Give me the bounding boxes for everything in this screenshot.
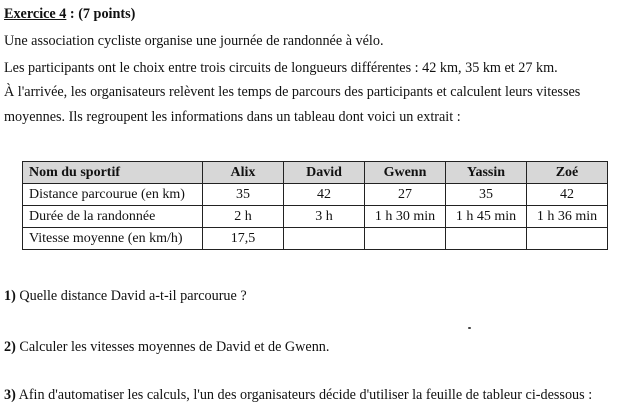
table-row [23, 228, 608, 250]
intro-line-1: Une association cycliste organise une journée de randonnée à vélo. [4, 33, 384, 49]
table-cell: 3 h [284, 206, 365, 228]
intro-line-3: À l'arrivée, les organisateurs relèvent les temps de parcours des participants et calculent leurs vitesses [4, 84, 581, 100]
question-text: Afin d'automatiser les calculs, l'un des organisateurs décide d'utiliser la feuille de tableur ci-dessous : [15, 387, 593, 403]
table-header-cell: David [284, 162, 365, 184]
table-header-cell: Yassin [446, 162, 527, 184]
table-cell: 1 h 45 min [446, 206, 527, 228]
row-label: Vitesse moyenne (en km/h) [23, 228, 203, 250]
row-label: Durée de la randonnée [23, 206, 203, 228]
exercise-title: Exercice 4 [4, 6, 67, 22]
cyclist-table [22, 161, 608, 250]
question-text: Calculer les vitesses moyennes de David et de Gwenn. [15, 339, 330, 355]
question-text: Quelle distance David a-t-il parcourue ? [15, 288, 247, 304]
table-row [23, 206, 608, 228]
table-cell: 2 h [203, 206, 284, 228]
table-header-cell: Alix [203, 162, 284, 184]
intro-line-2: Les participants ont le choix entre trois circuits de longueurs différentes : 42 km, 35 km et 27 km. [4, 60, 558, 76]
question-number: 2) [4, 339, 16, 355]
table-cell: 42 [527, 184, 608, 206]
question-3 [4, 387, 592, 403]
question-1 [4, 288, 247, 304]
table-header-cell: Nom du sportif [23, 162, 203, 184]
question-number: 1) [4, 288, 16, 304]
table-cell: 42 [284, 184, 365, 206]
exercise-points: : (7 points) [66, 6, 136, 22]
row-label: Distance parcourue (en km) [23, 184, 203, 206]
question-2 [4, 339, 329, 355]
table-cell [446, 228, 527, 250]
table-cell [284, 228, 365, 250]
exercise-heading [4, 6, 135, 22]
table-cell: 35 [203, 184, 284, 206]
table-row [23, 184, 608, 206]
table-cell: 35 [446, 184, 527, 206]
question-number: 3) [4, 387, 16, 403]
table-cell: 27 [365, 184, 446, 206]
table-cell [365, 228, 446, 250]
table-header-row [23, 162, 608, 184]
scan-speck [468, 327, 471, 329]
table-cell [527, 228, 608, 250]
table-cell: 17,5 [203, 228, 284, 250]
table-cell: 1 h 36 min [527, 206, 608, 228]
table-cell: 1 h 30 min [365, 206, 446, 228]
table-header-cell: Gwenn [365, 162, 446, 184]
intro-line-4: moyennes. Ils regroupent les informations dans un tableau dont voici un extrait : [4, 109, 461, 125]
table-header-cell: Zoé [527, 162, 608, 184]
